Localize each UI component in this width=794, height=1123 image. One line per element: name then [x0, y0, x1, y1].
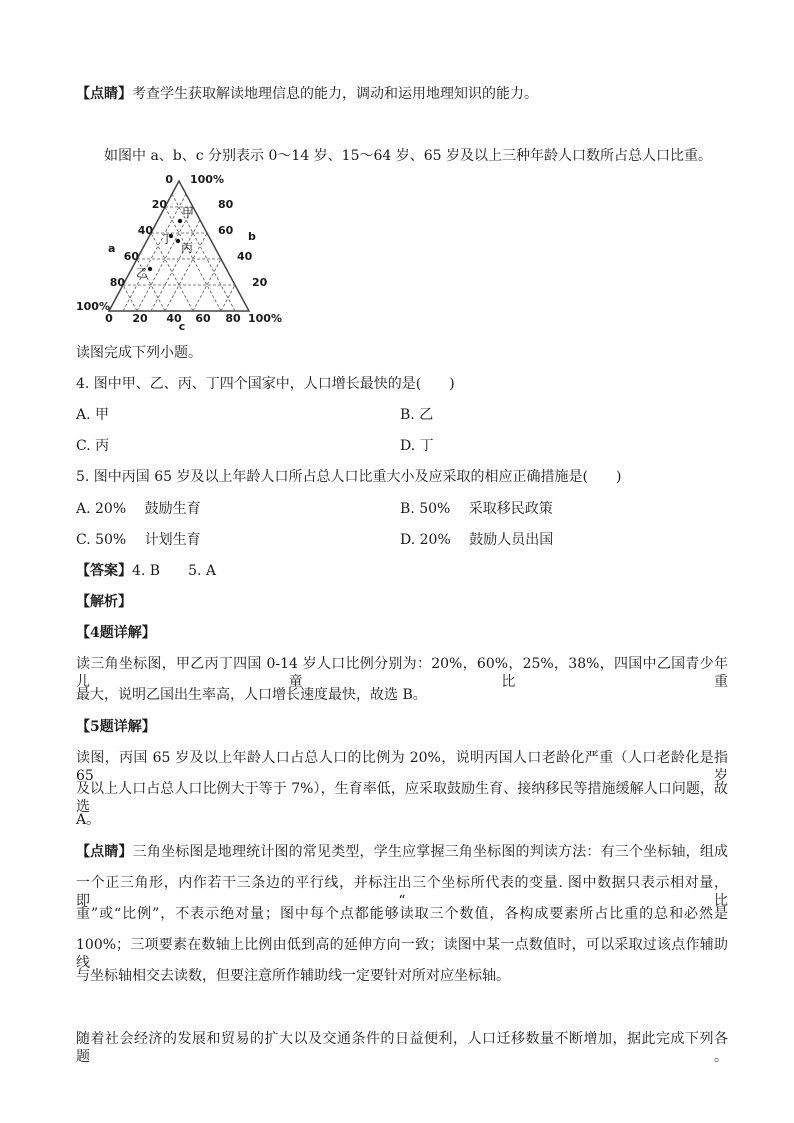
- point-bing: [176, 239, 180, 243]
- bottom-tick: 100%: [248, 312, 282, 325]
- q5-detail-tag: 【5题详解】: [76, 719, 156, 735]
- bottom-tick: 40: [166, 312, 182, 325]
- q4-detail-line: 读三角坐标图，甲乙丙丁四国 0-14 岁人口比例分别为：20%，60%，25%，38%，四国中乙国青少年儿童比重: [76, 656, 728, 690]
- analysis-tag: 【解析】: [76, 594, 132, 610]
- q4-option-d[interactable]: D. 丁: [400, 438, 434, 454]
- q4-option-b[interactable]: B. 乙: [400, 407, 434, 423]
- q5-detail-line: A。: [76, 812, 101, 828]
- q4-option-c[interactable]: C. 丙: [76, 438, 110, 454]
- left-tick: 60: [123, 250, 139, 263]
- bottom-tick: 0: [105, 312, 113, 325]
- q4-detail-tag: 【4题详解】: [76, 625, 156, 641]
- left-tick: 80: [109, 276, 125, 289]
- answer-line: [76, 562, 216, 580]
- q4-option-a[interactable]: A. 甲: [76, 407, 110, 423]
- question-intro: 如图中 a、b、c 分别表示 0～14 岁、15～64 岁、65 岁及以上三种年龄人口数所占总人口比重。: [104, 148, 713, 164]
- point-label-yi: 乙: [136, 266, 149, 280]
- right-tick: 60: [218, 224, 234, 237]
- apex-label-zero: 0: [165, 173, 173, 186]
- bottom-note-line: 重”或“比例”，不表示绝对量；图中每个点都能够读取三个数值，各构成要素所占比重的总和必然是: [76, 906, 728, 922]
- q5-option-c[interactable]: C. 50% 计划生育: [76, 532, 201, 548]
- axis-label-b: b: [248, 230, 256, 243]
- note-tag: 【点睛】: [76, 86, 132, 102]
- q5-stem: 5. 图中丙国 65 岁及以上年龄人口所占总人口比重大小及应采取的相应正确措施是( ): [76, 469, 622, 485]
- closing-paragraph: 随着社会经济的发展和贸易的扩大以及交通条件的日益便利，人口迁移数量不断增加，据此完成下列各题。: [76, 1031, 728, 1065]
- note-text: 三角坐标图是地理统计图的常见类型，学生应掌握三角坐标图的判读方法：有三个坐标轴，组成: [132, 844, 729, 860]
- q4-detail-line: 最大，说明乙国出生率高，人口增长速度最快，故选 B。: [76, 687, 427, 703]
- answer-tag: 【答案】: [76, 563, 132, 579]
- bottom-note-line: [76, 843, 728, 861]
- instruction: 读图完成下列小题。: [76, 345, 202, 361]
- bottom-note-line: 一个正三角形，内作若干三条边的平行线，并标注出三个坐标所代表的变量. 图中数据只表示相对量，即“比: [76, 875, 728, 909]
- point-label-jia: 甲: [182, 206, 195, 220]
- q5-option-d[interactable]: D. 20% 鼓励人员出国: [400, 532, 554, 548]
- q4-stem: 4. 图中甲、乙、丙、丁四个国家中，人口增长最快的是( ): [76, 376, 455, 392]
- axis-label-c: c: [178, 320, 186, 330]
- q5-option-a[interactable]: A. 20% 鼓励生育: [76, 501, 201, 517]
- note-tag: 【点睛】: [76, 844, 133, 860]
- bottom-note-line: 100%；三项要素在数轴上比例由低到高的延伸方向一致；读图中某一点数值时，可以采取过该点作辅助线: [76, 937, 728, 971]
- left-tick: 40: [137, 224, 153, 237]
- axis-label-a: a: [108, 242, 116, 255]
- q5-option-b[interactable]: B. 50% 采取移民政策: [400, 501, 553, 517]
- top-note: [76, 85, 538, 103]
- point-label-bing: 丙: [181, 241, 194, 255]
- apex-label-full: 100%: [190, 173, 224, 186]
- left-corner-label: 100%: [76, 300, 110, 313]
- right-tick: 40: [237, 250, 253, 263]
- right-tick: 20: [252, 276, 268, 289]
- q5-detail-line: 读图，丙国 65 岁及以上年龄人口占总人口的比例为 20%，说明丙国人口老龄化严重（人口老龄化是指 65 岁: [76, 750, 728, 784]
- bottom-tick: 60: [195, 312, 211, 325]
- point-label-ding: 丁: [161, 232, 174, 246]
- bottom-note-line: 与坐标轴相交去读数，但要注意所作辅助线一定要针对所对应坐标轴。: [76, 968, 510, 984]
- right-tick: 80: [218, 198, 234, 211]
- answer-text: 4. B 5. A: [132, 563, 217, 579]
- left-tick: 20: [151, 198, 167, 211]
- note-text: 考查学生获取解读地理信息的能力，调动和运用地理知识的能力。: [132, 86, 538, 102]
- bottom-tick: 80: [225, 312, 241, 325]
- q5-detail-line: 及以上人口占总人口比例大于等于 7%），生育率低，应采取鼓励生育、接纳移民等措施缓解人口问题，故选: [76, 781, 728, 815]
- bottom-tick: 20: [132, 312, 148, 325]
- point-yi: [148, 267, 152, 271]
- ternary-diagram: [72, 170, 287, 330]
